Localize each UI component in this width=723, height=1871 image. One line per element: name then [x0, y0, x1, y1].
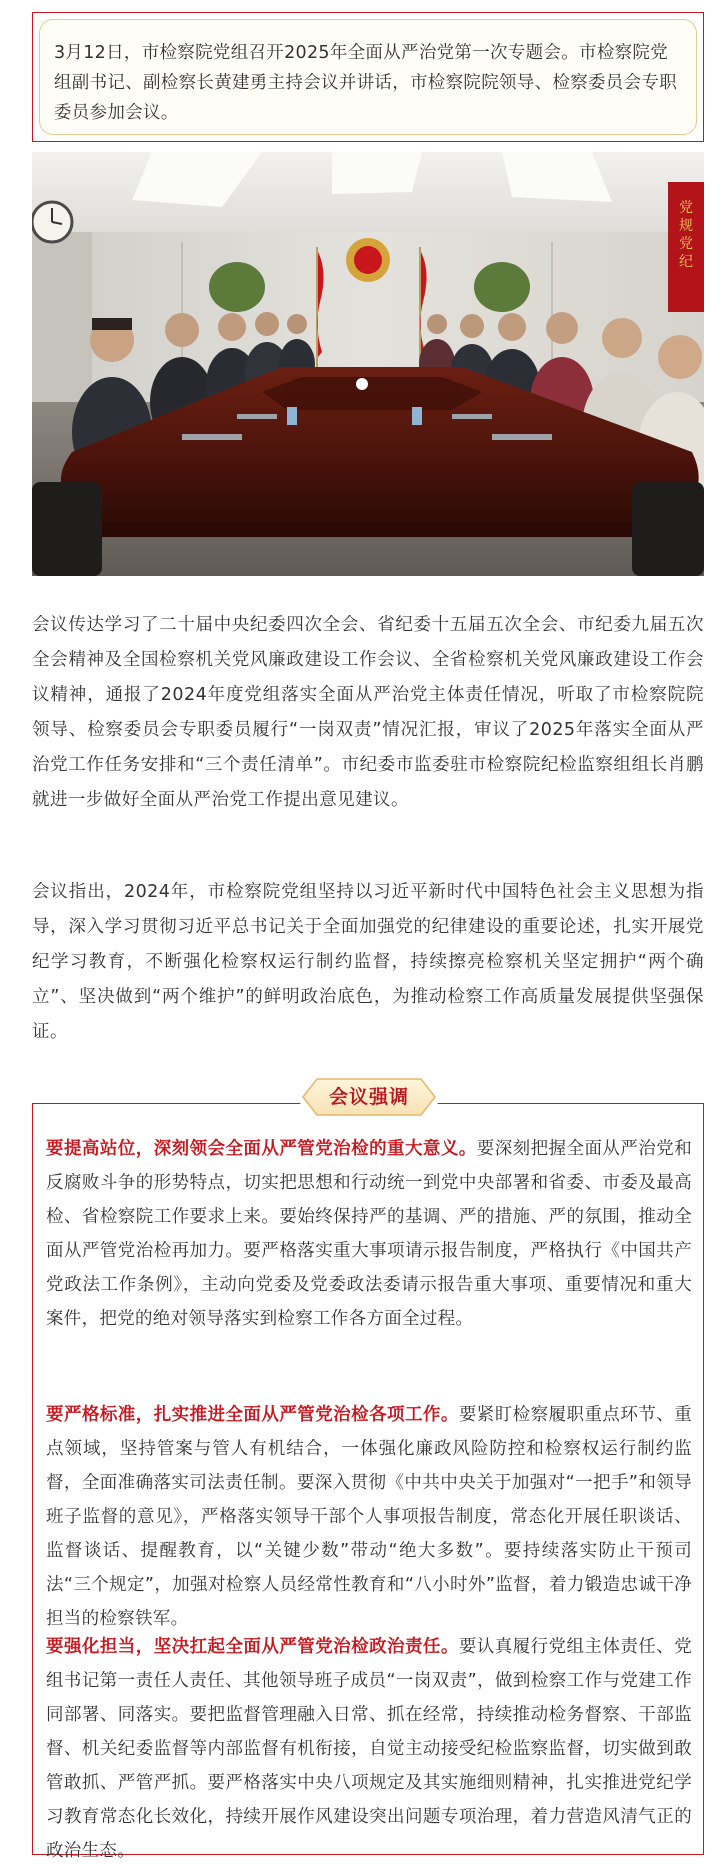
emphasis-item: [46, 1630, 692, 1868]
paragraph-meeting-content: 会议传达学习了二十届中央纪委四次全会、省纪委十五届五次全会、市纪委九届五次全会精神及全国检察机关党风廉政建设工作会议、全省检察机关党风廉政建设工作会议精神，通报了2024年度党组落实全面从严治党主体责任情况，听取了市检察院院领导、检察委员会专职委员履行“一岗双责”情况汇报，审议了2025年落实全面从严治党工作任务安排和“三个责任清单”。市纪委市监委驻市检察院纪检监察组组长肖鹏就进一步做好全面从严治党工作提出意见建议。: [32, 615, 704, 810]
paragraph-meeting-summary: 会议指出，2024年，市检察院党组坚持以习近平新时代中国特色社会主义思想为指导，深入学习贯彻习近平总书记关于全面加强党的纪律建设的重要论述，扎实开展党纪学习教育，不断强化检察权运行制约监督，持续擦亮检察机关坚定拥护“两个确立”、坚决做到“两个维护”的鲜明政治底色，为推动检察工作高质量发展提供坚强保证。: [32, 882, 704, 1042]
emphasis-item: [46, 1132, 692, 1336]
wall-banner-text: 党规党纪: [679, 200, 693, 270]
meeting-photo: [32, 152, 704, 576]
emphasis-item-lead: 要提高站位，深刻领会全面从严管党治检的重大意义。: [46, 1139, 477, 1159]
intro-text: 3月12日，市检察院党组召开2025年全面从严治党第一次专题会。市检察院党组副书记、副检察长黄建勇主持会议并讲话，市检察院院领导、检察委员会专职委员参加会议。: [39, 19, 697, 135]
emphasis-item: [46, 1398, 692, 1636]
emphasis-item-lead: 要强化担当，坚决扛起全面从严管党治检政治责任。: [46, 1637, 459, 1657]
intro-box: [32, 12, 704, 142]
emphasis-item-body: 要深刻把握全面从严治党和反腐败斗争的形势特点，切实把思想和行动统一到党中央部署和省委、市委及最高检、省检察院工作要求上来。要始终保持严的基调、严的措施、严的氛围，推动全面从严管党治检再加力。要严格落实重大事项请示报告制度，严格执行《中国共产党政法工作条例》，主动向党委及党委政法委请示报告重大事项、重要情况和重大案件，把党的绝对领导落实到检察工作各方面全过程。: [46, 1139, 692, 1329]
emphasis-section-title: [295, 1071, 443, 1123]
emphasis-item-body: 要认真履行党组主体责任、党组书记第一责任人责任、其他领导班子成员“一岗双责”，做到检察工作与党建工作同部署、同落实。要把监督管理融入日常、抓在经常，持续推动检务督察、干部监督、机关纪委监督等内部监督有机衔接，自觉主动接受纪检监察监督，切实做到敢管敢抓、严管严抓。要严格落实中央八项规定及其实施细则精神，扎实推进党纪学习教育常态化长效化，持续开展作风建设突出问题专项治理，着力营造风清气正的政治生态。: [46, 1637, 692, 1861]
emphasis-item-lead: 要严格标准，扎实推进全面从严管党治检各项工作。: [46, 1405, 459, 1425]
meeting-photo-illustration: [32, 152, 704, 576]
emphasis-item-body: 要紧盯检察履职重点环节、重点领域，坚持管案与管人有机结合，一体强化廉政风险防控和检察权运行制约监督，全面准确落实司法责任制。要深入贯彻《中共中央关于加强对“一把手”和领导班子监督的意见》，严格落实领导干部个人事项报告制度，常态化开展任职谈话、监督谈话、提醒教育，以“关键少数”带动“绝大多数”。要持续落实防止干预司法“三个规定”，加强对检察人员经常性教育和“八小时外”监督，着力锻造忠诚干净担当的检察铁军。: [46, 1405, 692, 1629]
emphasis-title-label: 会议强调: [328, 1086, 409, 1108]
